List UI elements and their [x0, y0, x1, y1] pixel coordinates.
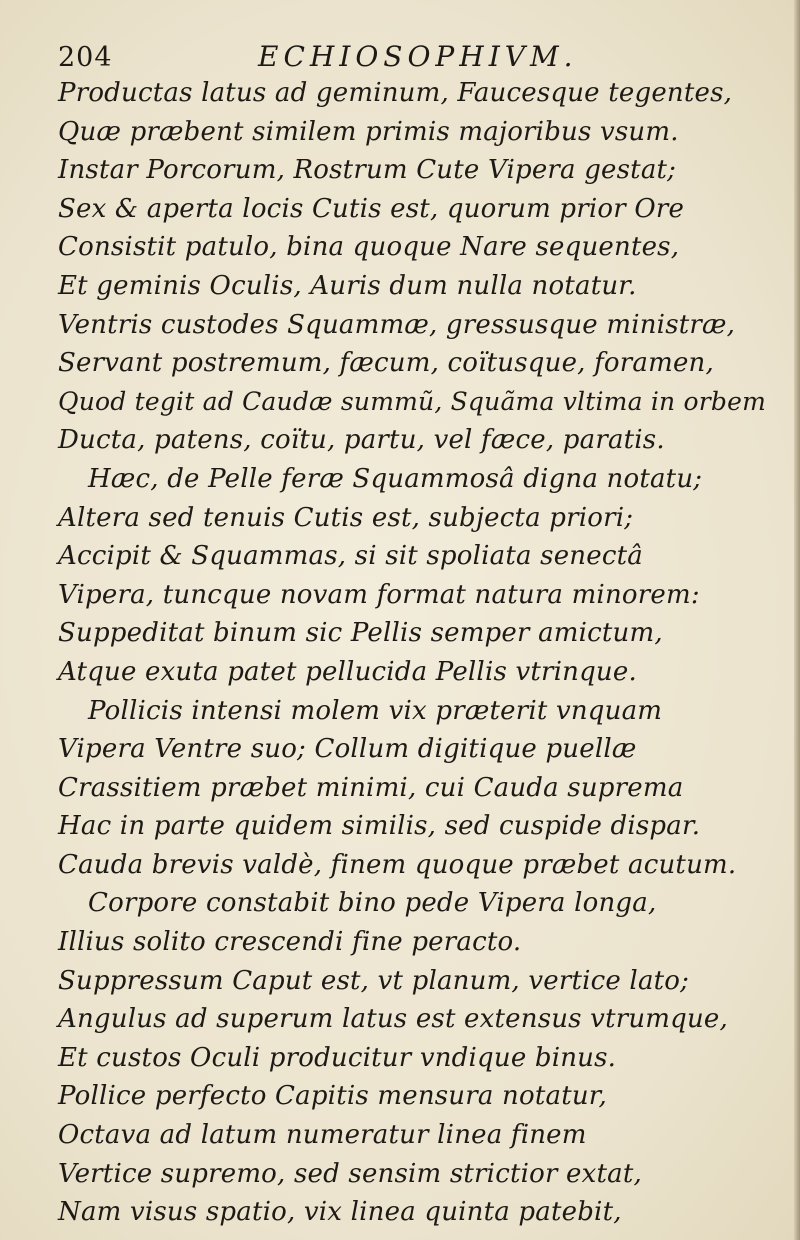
verse-line: Nam visus spatio, vix linea quinta patebit, — [58, 1197, 622, 1228]
verse-line: Consistit patulo, bina quoque Nare sequentes, — [58, 232, 680, 263]
verse-line: Pollicis intensi molem vix præterit vnquam — [88, 695, 663, 726]
verse-line: Hæc, de Pelle feræ Squammosâ digna notatu; — [88, 463, 703, 494]
page-header — [58, 36, 748, 76]
verse-line: Vertice supremo, sed sensim strictior extat, — [58, 1158, 642, 1189]
verse-line: Quæ præbent similem primis majoribus vsum. — [58, 116, 679, 147]
verse-line: Accipit & Squammas, si sit spoliata senectâ — [58, 541, 643, 572]
running-title: ECHIOSOPHIVM. — [258, 40, 578, 73]
verse-line: Corpore constabit bino pede Vipera longa, — [88, 888, 657, 919]
verse-line: Ventris custodes Squammæ, gressusque ministræ, — [58, 309, 736, 340]
verse-line: Productas latus ad geminum, Faucesque tegentes, — [58, 78, 733, 108]
verse-line: Angulus ad superum latus est extensus vtrumque, — [58, 1004, 728, 1035]
verse-line: Suppeditat binum sic Pellis semper amictum, — [58, 618, 663, 649]
verse-line: Sex & aperta locis Cutis est, quorum prior Ore — [58, 193, 685, 224]
verse-line: Et geminis Oculis, Auris dum nulla notatur. — [58, 270, 637, 301]
verse-line: Instar Porcorum, Rostrum Cute Vipera gestat; — [58, 155, 677, 186]
verse-line: Hac in parte quidem similis, sed cuspide dispar. — [58, 811, 701, 842]
verse-line: Altera sed tenuis Cutis est, subjecta priori; — [58, 502, 634, 533]
page-number: 204 — [58, 42, 113, 73]
verse-line: Ducta, patens, coïtu, partu, vel fæce, paratis. — [58, 425, 665, 456]
verse-line: Et custos Oculi producitur vndique binus. — [58, 1042, 617, 1073]
verse-line: Crassitiem præbet minimi, cui Cauda suprema — [58, 772, 684, 803]
verse-line: Suppressum Caput est, vt planum, vertice lato; — [58, 965, 690, 996]
verse-line: Pollice perfecto Capitis mensura notatur, — [58, 1081, 608, 1112]
verse-line: Illius solito crescendi fine peracto. — [58, 927, 522, 958]
verse-line: Servant postremum, fæcum, coïtusque, foramen, — [58, 348, 714, 379]
verse-text — [58, 74, 778, 1232]
verse-line: Octava ad latum numeratur linea finem — [58, 1120, 587, 1151]
page-edge — [794, 0, 800, 1240]
verse-line: Vipera Ventre suo; Collum digitique puellæ — [58, 734, 637, 765]
verse-line: Vipera, tuncque novam format natura minorem: — [58, 579, 700, 610]
verse-line: Quod tegit ad Caudæ summũ, Squãma vltima in orbem — [58, 386, 766, 416]
verse-line: Atque exuta patet pellucida Pellis vtrinque. — [58, 656, 637, 687]
verse-line: Cauda brevis valdè, finem quoque præbet acutum. — [58, 849, 737, 880]
